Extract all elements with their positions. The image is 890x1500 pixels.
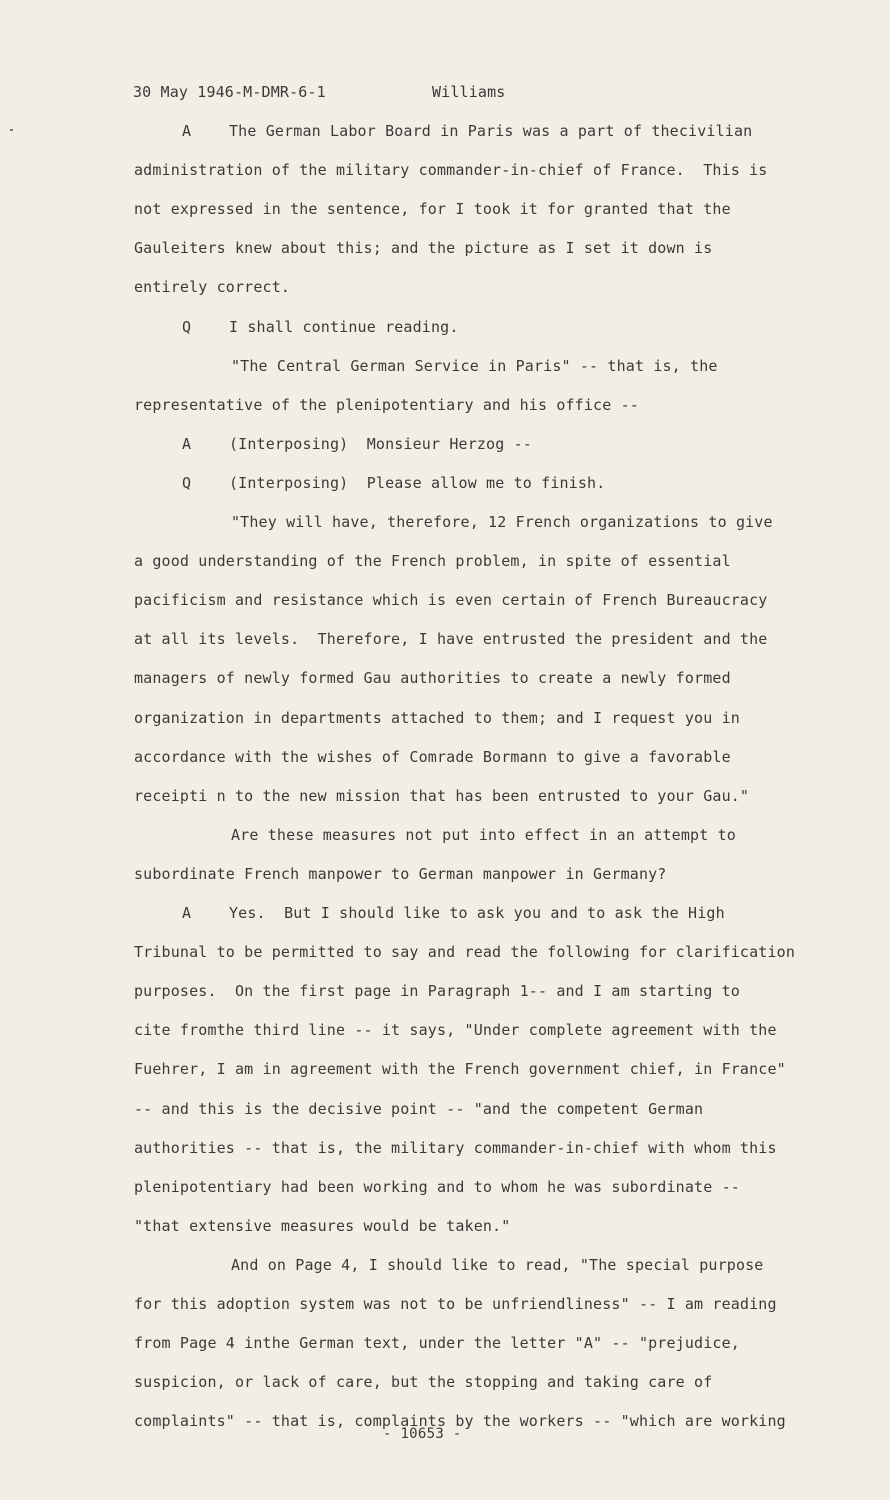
text-line: Fuehrer, I am in agreement with the French government chief, in France" bbox=[134, 1060, 786, 1079]
text-line: (Interposing) Monsieur Herzog -- bbox=[229, 434, 532, 453]
page-number: - 10653 - bbox=[383, 1426, 462, 1442]
text-line: Yes. But I should like to ask you and to ask the High bbox=[229, 904, 725, 922]
text-line: Tribunal to be permitted to say and read the following for clarification bbox=[134, 943, 796, 962]
text-line: entirely correct. bbox=[134, 278, 291, 297]
text-line: I shall continue reading. bbox=[229, 317, 459, 336]
text-line: (Interposing) Please allow me to finish. bbox=[229, 473, 606, 492]
text-line: a good understanding of the French problem, in spite of essential bbox=[134, 552, 731, 571]
speaker-label: Q bbox=[182, 473, 192, 492]
text-line: complaints" -- that is, complaints by the workers -- "which are working bbox=[134, 1412, 786, 1431]
text-line: suspicion, or lack of care, but the stopping and taking care of bbox=[134, 1373, 713, 1392]
speaker-label: Q bbox=[182, 317, 192, 336]
text-line: "that extensive measures would be taken." bbox=[134, 1216, 511, 1235]
text-line: pacificism and resistance which is even certain of French Bureaucracy bbox=[134, 591, 768, 610]
text-line: Are these measures not put into effect in an attempt to bbox=[231, 825, 736, 844]
text-line: -- and this is the decisive point -- "and the competent German bbox=[134, 1099, 704, 1118]
text-line: at all its levels. Therefore, I have entrusted the president and the bbox=[134, 630, 768, 649]
text-line: "The Central German Service in Paris" -- that is, the bbox=[231, 356, 718, 375]
header-witness-name: Williams bbox=[432, 83, 506, 101]
text-line: from Page 4 inthe German text, under the letter "A" -- "prejudice, bbox=[134, 1334, 740, 1353]
text-line: purposes. On the first page in Paragraph 1-- and I am starting to bbox=[134, 982, 740, 1001]
text-line: administration of the military commander-in-chief of France. This is bbox=[134, 161, 768, 180]
text-line: for this adoption system was not to be unfriendliness" -- I am reading bbox=[134, 1295, 777, 1313]
text-line: plenipotentiary had been working and to whom he was subordinate -- bbox=[134, 1177, 740, 1196]
speaker-label: A bbox=[182, 122, 192, 140]
text-line: accordance with the wishes of Comrade Bormann to give a favorable bbox=[134, 747, 731, 766]
text-line: receipti n to the new mission that has been entrusted to your Gau." bbox=[134, 786, 750, 805]
text-line: organization in departments attached to them; and I request you in bbox=[134, 708, 740, 727]
text-line: subordinate French manpower to German manpower in Germany? bbox=[134, 864, 667, 883]
text-line: not expressed in the sentence, for I took it for granted that the bbox=[134, 200, 731, 219]
text-line: representative of the plenipotentiary and his office -- bbox=[134, 395, 639, 414]
text-line: And on Page 4, I should like to read, "The special purpose bbox=[231, 1255, 764, 1274]
speaker-label: A bbox=[182, 904, 192, 922]
margin-mark bbox=[10, 129, 13, 131]
header-date-code: 30 May 1946-M-DMR-6-1 bbox=[133, 83, 326, 101]
text-line: "They will have, therefore, 12 French organizations to give bbox=[231, 513, 773, 531]
text-line: The German Labor Board in Paris was a part of thecivilian bbox=[229, 122, 753, 140]
text-line: managers of newly formed Gau authorities to create a newly formed bbox=[134, 669, 731, 688]
text-line: authorities -- that is, the military commander-in-chief with whom this bbox=[134, 1138, 777, 1157]
text-line: cite fromthe third line -- it says, "Under complete agreement with the bbox=[134, 1021, 777, 1040]
speaker-label: A bbox=[182, 434, 192, 453]
text-line: Gauleiters knew about this; and the picture as I set it down is bbox=[134, 239, 713, 258]
